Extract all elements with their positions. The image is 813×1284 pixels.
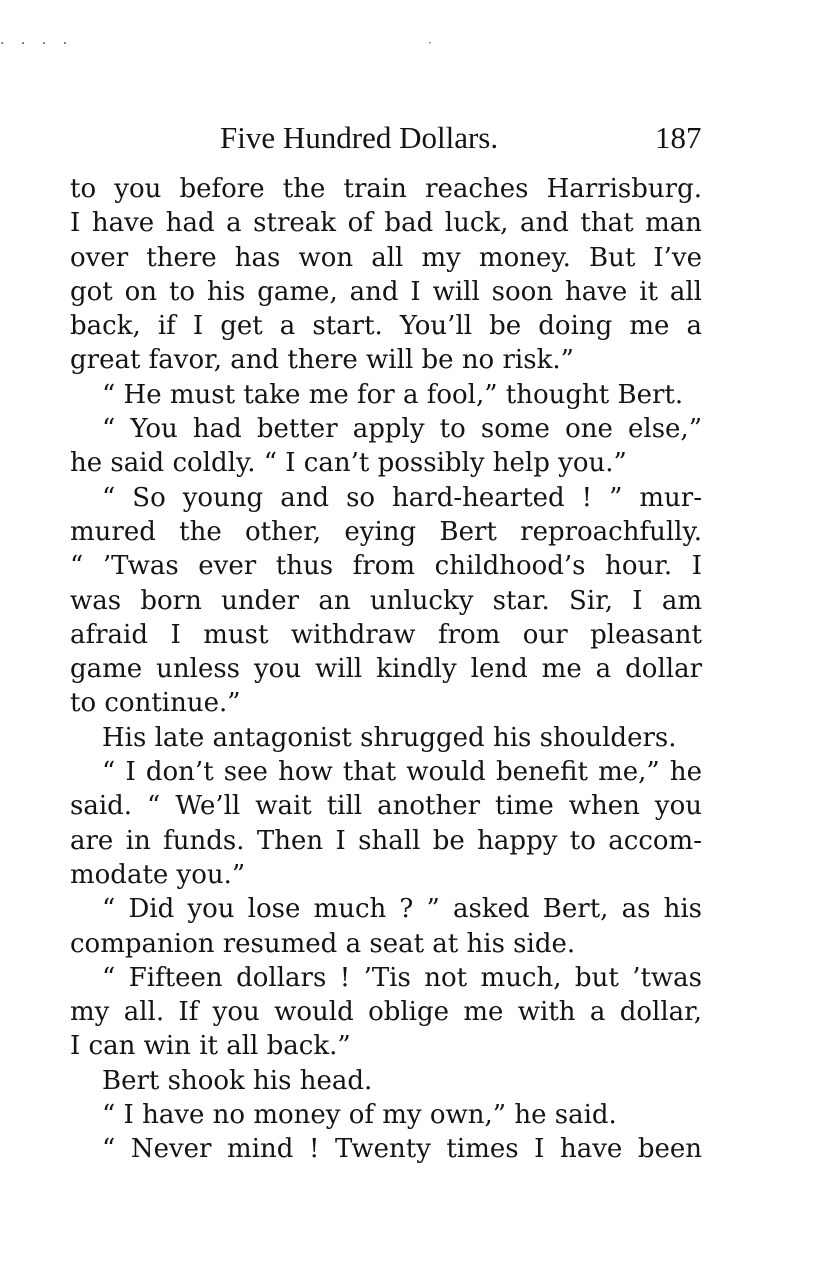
text-line: I can win it all back.” [70, 1031, 351, 1062]
text-line: Bert shook his head. [102, 1065, 373, 1096]
text-line: great favor, and there will be no risk.” [70, 345, 574, 376]
text-line: “ I don’t see how that would benefit me,” he [102, 757, 702, 788]
text-line: afraid I must withdraw from our pleasant [70, 619, 702, 650]
text-line: he said coldly. “ I can’t possibly help you.” [70, 448, 627, 479]
page-number: 187 [655, 120, 702, 155]
text-line: my all. If you would oblige me with a dollar, [70, 997, 702, 1028]
text-line: “ He must take me for a fool,” thought Bert. [102, 379, 684, 410]
text-line: “ You had better apply to some one else,” [102, 414, 702, 445]
text-line: got on to his game, and I will soon have it all [70, 276, 702, 307]
text-line: companion resumed a seat at his side. [70, 928, 576, 959]
text-line: back, if I get a start. You’ll be doing me a [70, 311, 702, 342]
text-line: “ Fifteen dollars ! ’Tis not much, but ’twas [102, 962, 702, 993]
running-title: Five Hundred Dollars. [220, 120, 499, 155]
text-line: His late antagonist shrugged his shoulders. [102, 722, 677, 753]
text-line: are in funds. Then I shall be happy to accom- [70, 825, 702, 856]
text-line: I have had a streak of bad luck, and that man [70, 208, 702, 239]
body-text [70, 172, 702, 1167]
scan-speck-center: · [428, 36, 432, 50]
running-head [0, 118, 813, 158]
text-line: said. “ We’ll wait till another time when you [70, 791, 702, 822]
text-line: “ I have no money of my own,” he said. [102, 1100, 617, 1131]
text-line: mured the other, eying Bert reproachfully. [70, 516, 702, 547]
text-line: “ Never mind ! Twenty times I have been [102, 1134, 702, 1165]
text-line: over there has won all my money. But I’ve [70, 242, 702, 273]
scan-specks-left: · · · · [0, 36, 74, 52]
text-line: “ So young and so hard-hearted ! ” mur- [102, 482, 702, 513]
text-line: to you before the train reaches Harrisburg. [70, 174, 702, 204]
text-line: “ Did you lose much ? ” asked Bert, as his [102, 894, 702, 925]
text-line: was born under an unlucky star. Sir, I am [70, 585, 702, 616]
text-line: modate you.” [70, 859, 246, 890]
text-line: “ ’Twas ever thus from childhood’s hour. I [70, 551, 702, 582]
text-line: to continue.” [70, 688, 241, 719]
text-line: game unless you will kindly lend me a dollar [70, 654, 702, 685]
